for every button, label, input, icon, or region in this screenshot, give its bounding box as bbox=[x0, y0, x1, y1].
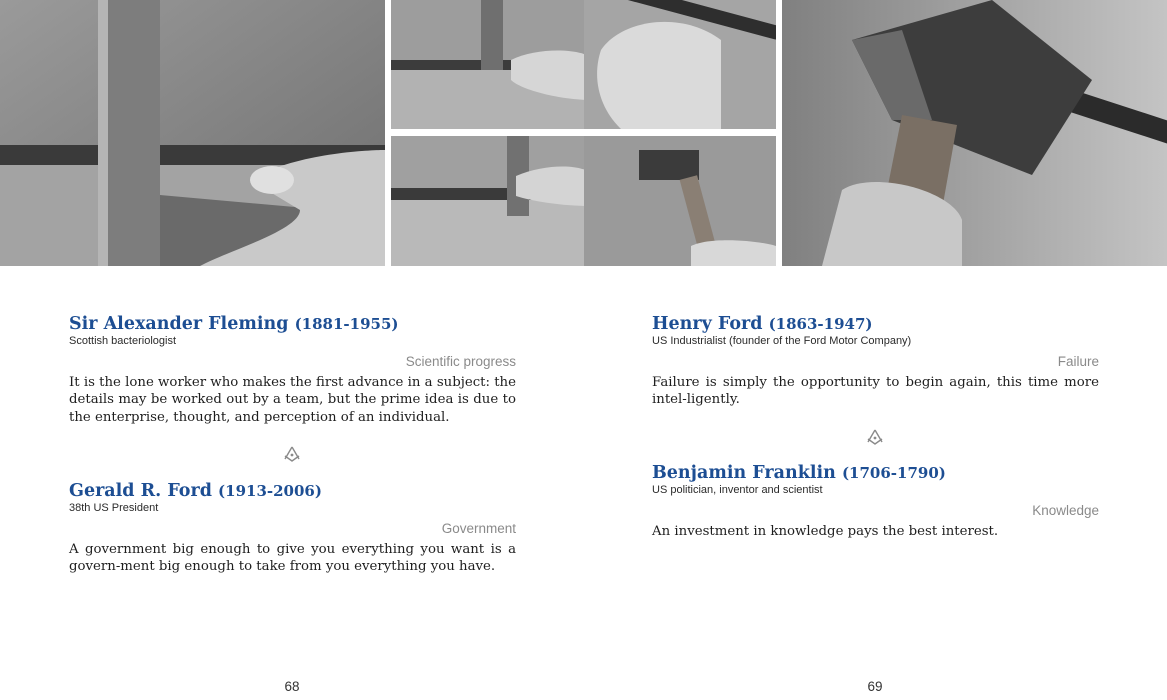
author-role: US Industrialist (founder of the Ford Motor Company) bbox=[652, 335, 912, 347]
author-years: (1881-1955) bbox=[294, 315, 399, 333]
photo-hand-marking-brick bbox=[391, 0, 776, 129]
author-years: (1863-1947) bbox=[768, 315, 873, 333]
photo-hammer-close-up bbox=[782, 0, 1167, 266]
quote-text: A government big enough to give you everything you want is a govern-ment big enough to take from you everything you have. bbox=[69, 542, 516, 575]
square-and-compass-icon bbox=[283, 446, 301, 462]
quote-text: An investment in knowledge pays the best interest. bbox=[652, 524, 999, 539]
quote-topic: Knowledge bbox=[1032, 503, 1099, 518]
square-and-compass-icon bbox=[866, 429, 884, 445]
quote-entry-henry-ford bbox=[652, 314, 1099, 409]
quote-entry-gerald-ford bbox=[69, 481, 516, 576]
quote-entry-fleming bbox=[69, 314, 516, 426]
page-number-left: 68 bbox=[284, 679, 300, 694]
quote-text: Failure is simply the opportunity to begin again, this time more intel-ligently. bbox=[652, 375, 1099, 408]
author-years: (1913-2006) bbox=[218, 482, 322, 500]
author-name: Gerald R. Ford (1913-2006) bbox=[69, 481, 322, 501]
author-name: Henry Ford (1863-1947) bbox=[652, 314, 873, 334]
quote-topic: Failure bbox=[1057, 354, 1099, 369]
author-name: Benjamin Franklin (1706-1790) bbox=[652, 463, 946, 483]
quote-entry-franklin bbox=[652, 463, 1099, 540]
photo-chisel-and-hammer bbox=[391, 136, 776, 266]
author-name: Sir Alexander Fleming (1881-1955) bbox=[69, 314, 399, 334]
author-role: 38th US President bbox=[69, 502, 159, 514]
page-number-right: 69 bbox=[867, 679, 883, 694]
author-role: US politician, inventor and scientist bbox=[652, 484, 823, 496]
quote-text: It is the lone worker who makes the first advance in a subject: the details may be worked out by a team, but the prime idea is due to the enterprise, thought, and perception of an individual. bbox=[69, 375, 516, 425]
quote-topic: Scientific progress bbox=[405, 354, 516, 369]
author-role: Scottish bacteriologist bbox=[69, 335, 176, 347]
photo-square-on-brick-wall bbox=[0, 0, 385, 266]
author-years: (1706-1790) bbox=[841, 464, 946, 482]
quote-topic: Government bbox=[441, 521, 516, 536]
